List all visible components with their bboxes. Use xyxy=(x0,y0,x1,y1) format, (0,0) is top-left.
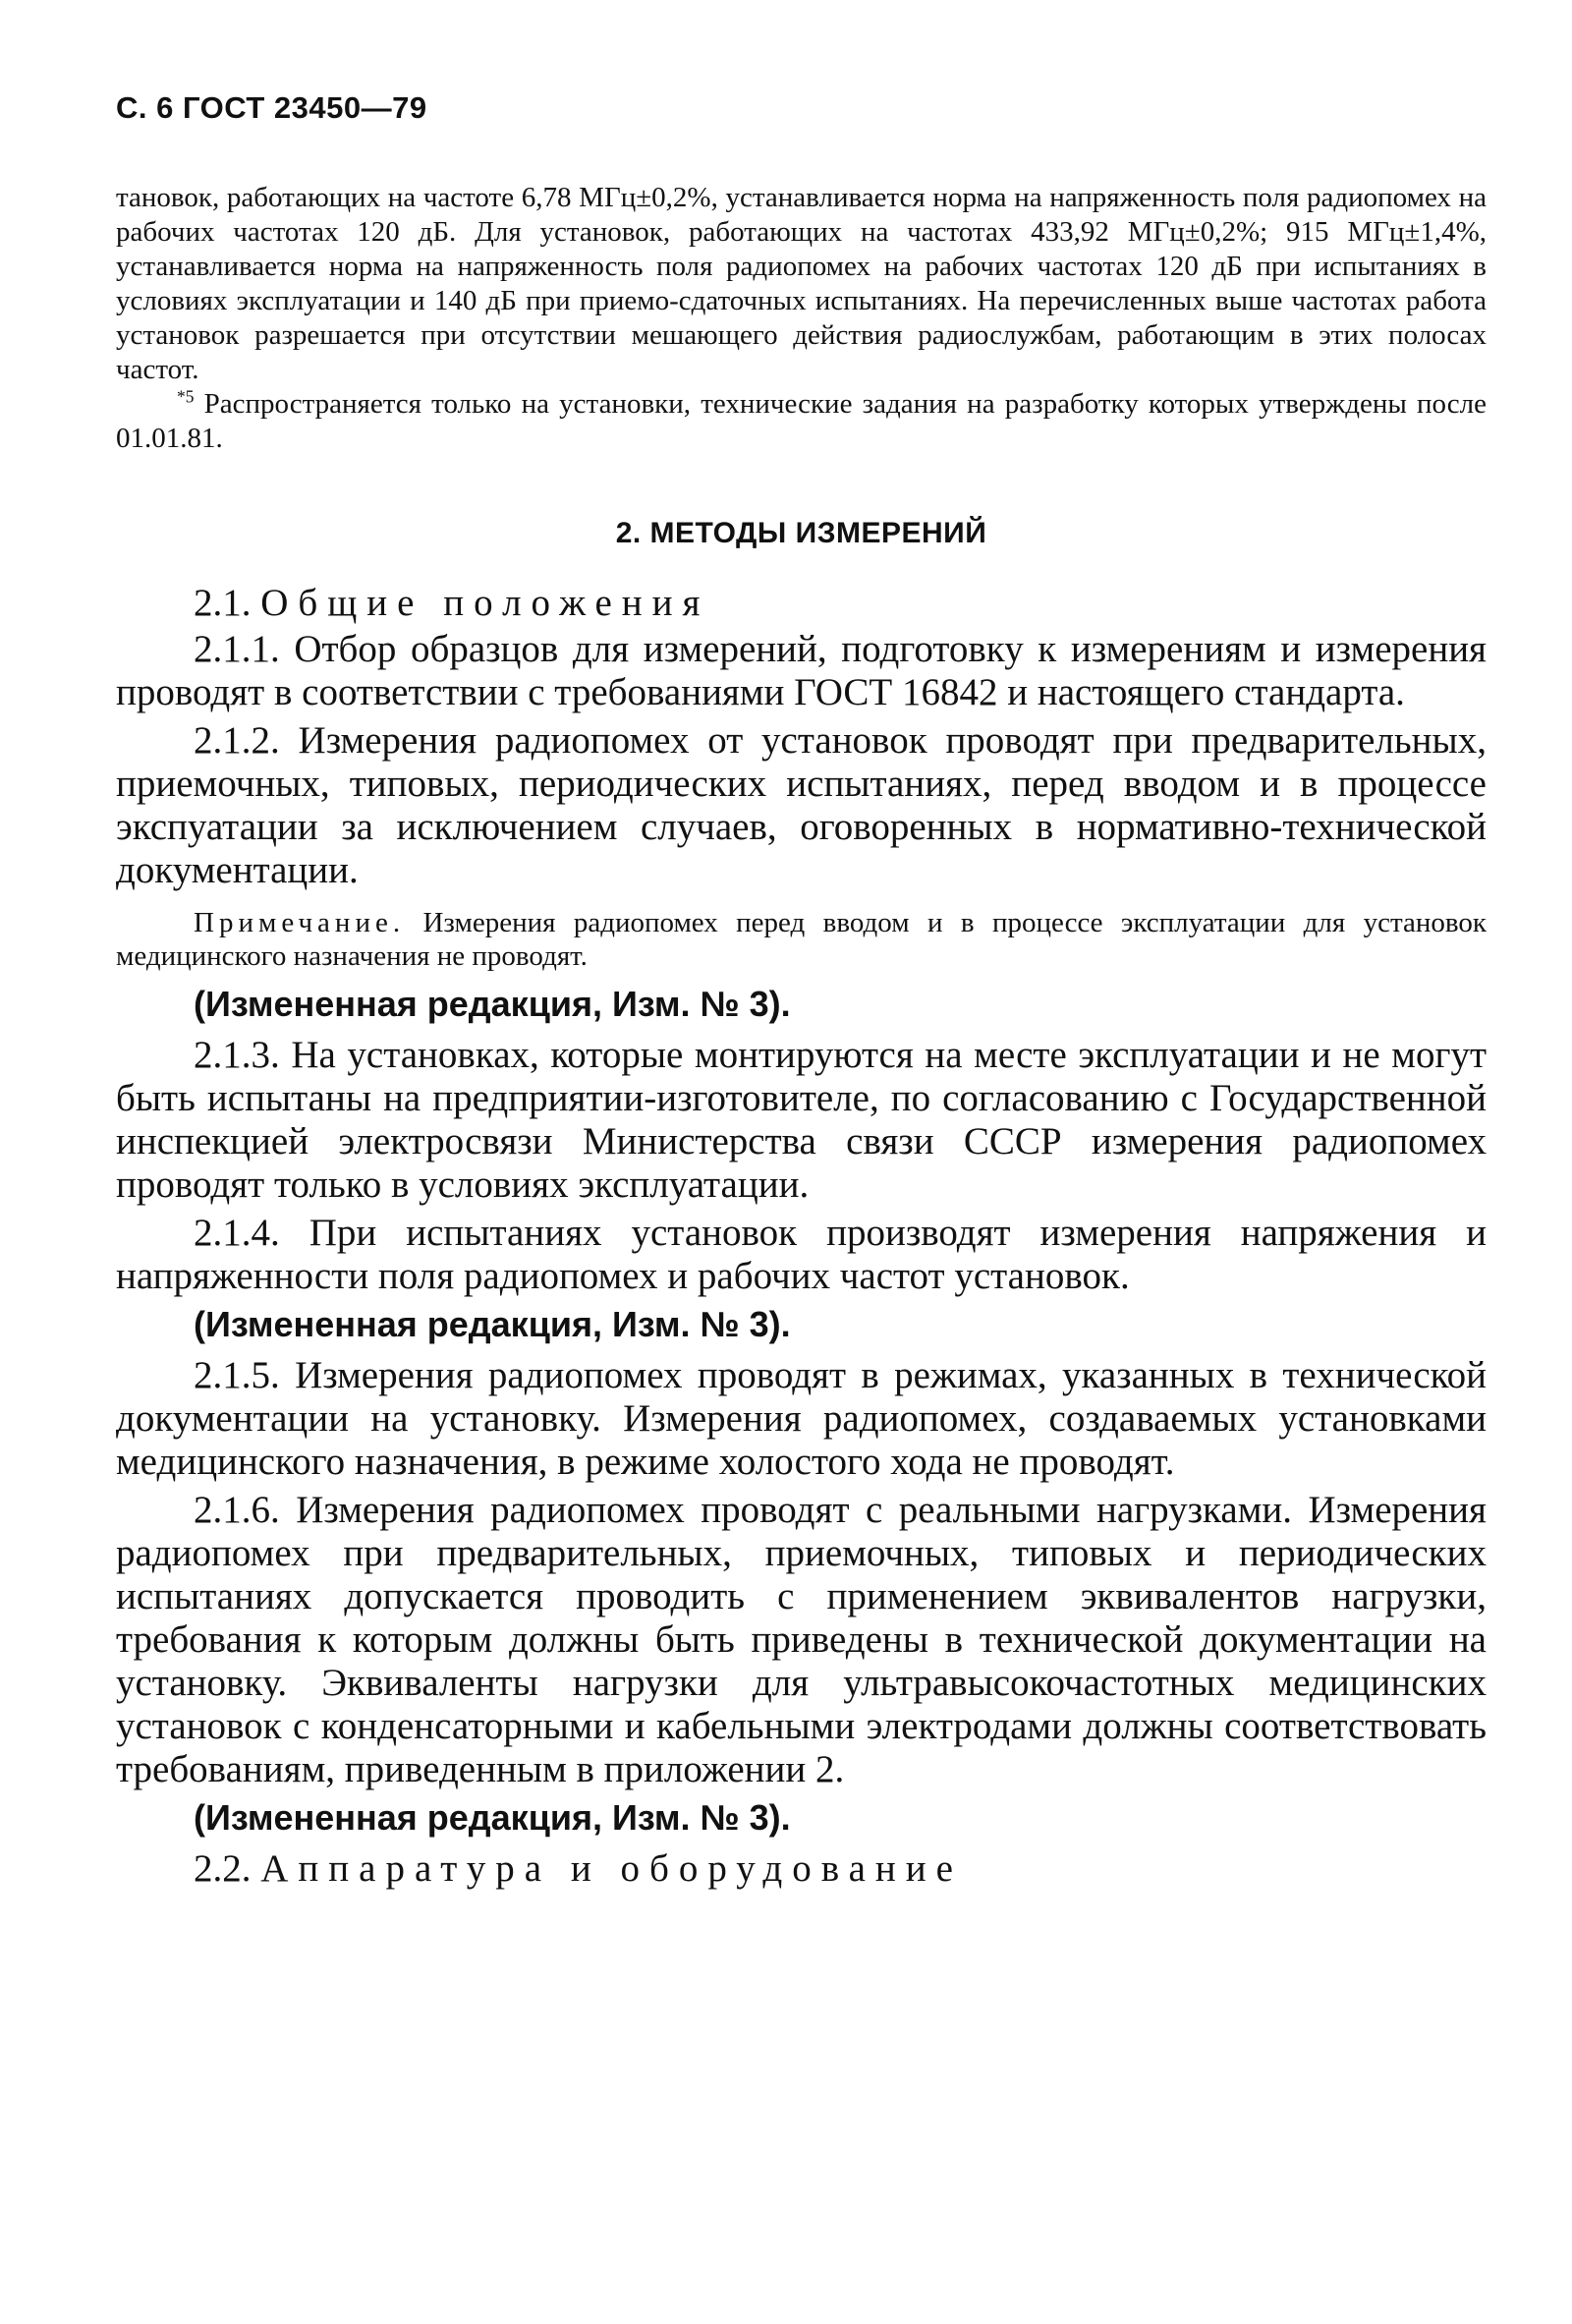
footnote-5 xyxy=(116,387,1487,456)
page-header: С. 6 ГОСТ 23450—79 xyxy=(116,90,427,125)
subsection-2-2-title xyxy=(116,1847,1487,1891)
subsection-2-2-number: 2.2. xyxy=(194,1847,252,1890)
note-text: Измерения радиопомех перед вводом и в процессе эксплуатации для установок медицинского назначения не проводят. xyxy=(116,907,1487,972)
paragraph-2-1-3: 2.1.3. На установках, которые монтируются на месте эксплуатации и не могут быть испытаны на предприятии-изготовителе, по согласованию с Государственной инспекцией электросвязи Министерства связи СССР измерения радиопомех проводят только в условиях эксплуатации. xyxy=(116,1034,1487,1206)
revision-note-1: (Измененная редакция, Изм. № 3). xyxy=(194,984,791,1024)
note xyxy=(116,906,1487,973)
paragraph-2-1-4: 2.1.4. При испытаниях установок производят измерения напряжения и напряженности поля радиопомех и рабочих частот установок. xyxy=(116,1212,1487,1297)
intro-paragraph: тановок, работающих на частоте 6,78 МГц±0,2%, устанавливается норма на напряженность поля радиопомех на рабочих частотах 120 дБ. Для установок, работающих на частотах 433,92 МГц±0,2%; 915 МГц±1,4%, устанавливается норма на напряженность поля радиопомех на рабочих частотах 120 дБ при испытаниях в условиях эксплуатации и 140 дБ при приемо-сдаточных испытаниях. На перечисленных выше частотах работа установок разрешается при отсутствии мешающего действия радиослужбам, работающим в этих полосах частот. xyxy=(116,182,1487,385)
subsection-2-2-label: Аппаратура и оборудование xyxy=(260,1847,963,1890)
intro-block xyxy=(116,181,1487,456)
footnote-text: Распространяется только на установки, технические задания на разработку которых утверждены после 01.01.81. xyxy=(116,388,1487,454)
subsection-2-1-number: 2.1. xyxy=(194,582,252,624)
subsection-2-1-label: Общие положения xyxy=(260,582,710,624)
section-body xyxy=(116,582,1487,1891)
footnote-mark: *5 xyxy=(177,386,195,407)
document-page xyxy=(116,90,1487,1894)
revision-note-3: (Измененная редакция, Изм. № 3). xyxy=(194,1797,791,1838)
paragraph-2-1-6: 2.1.6. Измерения радиопомех проводят с реальными нагрузками. Измерения радиопомех при предварительных, приемочных, типовых и периодических испытаниях допускается проводить с применением эквивалентов нагрузки, требования к которым должны быть приведены в технической документации на установку. Эквиваленты нагрузки для ультравысокочастотных медицинских установок с конденсаторными и кабельными электродами должны соответствовать требованиям, приведенным в приложении 2. xyxy=(116,1489,1487,1790)
revision-note-2: (Измененная редакция, Изм. № 3). xyxy=(194,1304,791,1344)
subsection-2-1-title xyxy=(116,582,1487,625)
paragraph-2-1-1: 2.1.1. Отбор образцов для измерений, подготовку к измерениям и измерения проводят в соответствии с требованиями ГОСТ 16842 и настоящего стандарта. xyxy=(116,628,1487,713)
paragraph-2-1-2: 2.1.2. Измерения радиопомех от установок проводят при предварительных, приемочных, типовых, периодических испытаниях, перед вводом и в процессе экспуатации за исключением случаев, оговоренных в нормативно-технической документации. xyxy=(116,719,1487,891)
section-title: 2. МЕТОДЫ ИЗМЕРЕНИЙ xyxy=(615,517,987,549)
note-label: Примечание. xyxy=(194,907,406,938)
paragraph-2-1-5: 2.1.5. Измерения радиопомех проводят в режимах, указанных в технической документации на установку. Измерения радиопомех, создаваемых установками медицинского назначения, в режиме холостого хода не проводят. xyxy=(116,1354,1487,1483)
